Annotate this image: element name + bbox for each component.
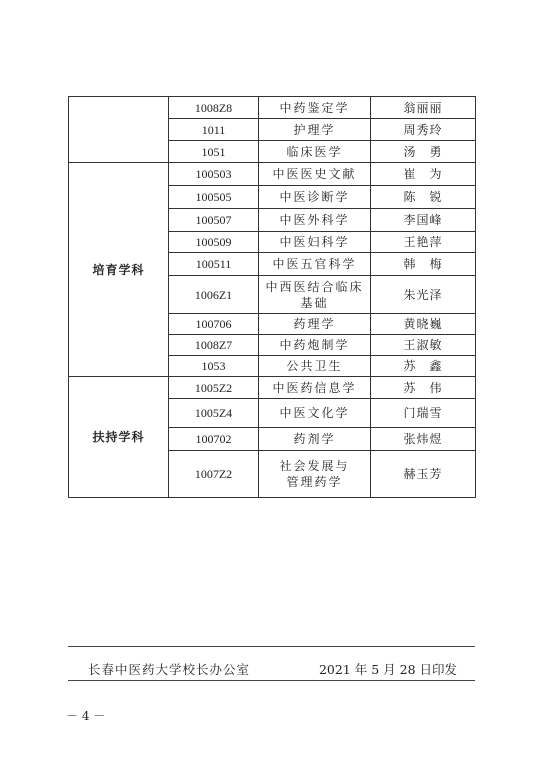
leader-name-cell: 李国峰	[371, 209, 476, 232]
category-cell: 培育学科	[69, 163, 169, 377]
discipline-code-cell: 1008Z8	[169, 97, 259, 119]
discipline-name-cell: 中医文化学	[259, 399, 371, 428]
leader-name-cell: 王艳萍	[371, 232, 476, 253]
leader-name-cell: 周秀玲	[371, 119, 476, 141]
leader-name-cell: 崔 为	[371, 163, 476, 186]
table-row	[69, 377, 476, 399]
discipline-name-cell: 中医诊断学	[259, 186, 371, 209]
leader-name-cell: 张炜煜	[371, 428, 476, 451]
discipline-code-cell: 100503	[169, 163, 259, 186]
leader-name-cell: 翁丽丽	[371, 97, 476, 119]
discipline-name-cell: 社会发展与 管理药学	[259, 451, 371, 498]
discipline-code-cell: 1007Z2	[169, 451, 259, 498]
discipline-name-cell: 中医五官科学	[259, 253, 371, 276]
leader-name-cell: 王淑敏	[371, 335, 476, 356]
discipline-name-cell: 中医医史文献	[259, 163, 371, 186]
leader-name-cell: 门瑞雪	[371, 399, 476, 428]
discipline-code-cell: 100505	[169, 186, 259, 209]
footer-bottom-rule	[68, 680, 475, 681]
discipline-name-cell: 护理学	[259, 119, 371, 141]
leader-name-cell: 苏 鑫	[371, 356, 476, 377]
discipline-code-cell: 100706	[169, 314, 259, 335]
leader-name-cell: 朱光泽	[371, 276, 476, 314]
discipline-name-cell: 中药鉴定学	[259, 97, 371, 119]
table-body	[69, 97, 476, 498]
discipline-name-cell: 中医妇科学	[259, 232, 371, 253]
discipline-name-cell: 临床医学	[259, 141, 371, 163]
table-row	[69, 163, 476, 186]
discipline-name-cell: 药理学	[259, 314, 371, 335]
leader-name-cell: 黄晓巍	[371, 314, 476, 335]
discipline-code-cell: 1011	[169, 119, 259, 141]
page-number: － 4 －	[66, 709, 106, 723]
category-cell	[69, 97, 169, 163]
discipline-code-cell: 100507	[169, 209, 259, 232]
table-row	[69, 97, 476, 119]
discipline-code-cell: 100511	[169, 253, 259, 276]
leader-name-cell: 汤 勇	[371, 141, 476, 163]
discipline-code-cell: 1051	[169, 141, 259, 163]
discipline-code-cell: 1008Z7	[169, 335, 259, 356]
discipline-name-cell: 中医外科学	[259, 209, 371, 232]
issue-date: 2021 年 5 月 28 日印发	[318, 662, 457, 677]
issuing-office: 长春中医药大学校长办公室	[88, 662, 251, 677]
category-cell: 扶持学科	[69, 377, 169, 498]
discipline-name-cell: 药剂学	[259, 428, 371, 451]
discipline-name-cell: 中西医结合临床 基础	[259, 276, 371, 314]
footer-top-rule	[68, 646, 475, 647]
discipline-code-cell: 1006Z1	[169, 276, 259, 314]
discipline-name-cell: 公共卫生	[259, 356, 371, 377]
discipline-code-cell: 1053	[169, 356, 259, 377]
discipline-table	[68, 96, 476, 498]
discipline-code-cell: 100702	[169, 428, 259, 451]
discipline-code-cell: 1005Z2	[169, 377, 259, 399]
discipline-name-cell: 中药炮制学	[259, 335, 371, 356]
discipline-code-cell: 100509	[169, 232, 259, 253]
leader-name-cell: 苏 伟	[371, 377, 476, 399]
discipline-name-cell: 中医药信息学	[259, 377, 371, 399]
leader-name-cell: 赫玉芳	[371, 451, 476, 498]
discipline-code-cell: 1005Z4	[169, 399, 259, 428]
leader-name-cell: 韩 梅	[371, 253, 476, 276]
leader-name-cell: 陈 锐	[371, 186, 476, 209]
